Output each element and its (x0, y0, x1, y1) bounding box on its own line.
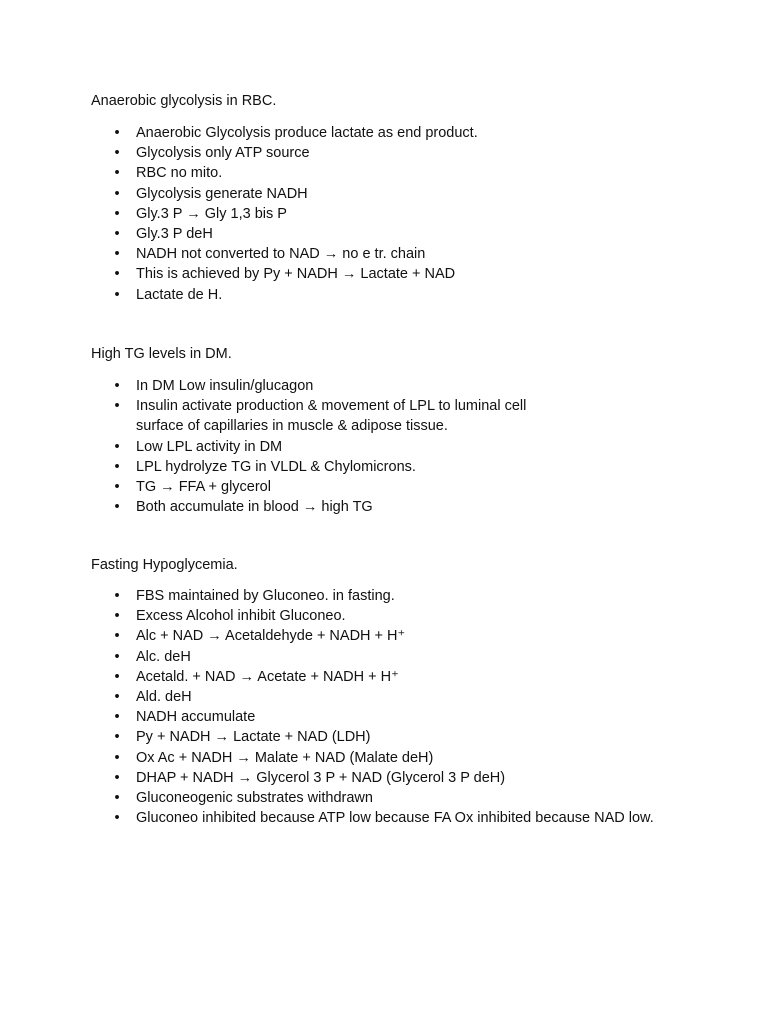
section-heading: High TG levels in DM. (91, 346, 232, 362)
bullet-icon: • (114, 145, 120, 162)
list-item: • NADH not converted to NAD → no e tr. chain (91, 244, 711, 264)
bullet-icon: • (114, 125, 120, 141)
bullet-icon: • (114, 769, 120, 786)
list-item: • Glycolysis generate NADH (91, 184, 711, 204)
bullet-icon: • (114, 689, 120, 706)
bullet-icon: • (114, 709, 120, 726)
bullet-icon: • (114, 226, 120, 243)
bullet-icon: • (114, 499, 120, 516)
list-item: • Alc. deH (91, 647, 711, 667)
list-item: • Gluconeogenic substrates withdrawn (91, 788, 711, 808)
list-item: • Gly.3 P → Gly 1,3 bis P (91, 204, 711, 224)
bullet-icon: • (114, 668, 120, 685)
list-item: • Py + NADH → Lactate + NAD (LDH) (91, 727, 711, 747)
section-anaerobic-glycolysis (91, 92, 711, 305)
bullet-icon: • (114, 648, 120, 665)
list-item: • NADH accumulate (91, 707, 711, 727)
section-heading: Fasting Hypoglycemia. (91, 557, 238, 573)
bullet-icon: • (114, 729, 120, 746)
bullet-icon: • (114, 458, 120, 475)
list-item: • Anaerobic Glycolysis produce lactate as end product. (91, 123, 711, 143)
list-item: • RBC no mito. (91, 163, 711, 183)
list-item: • Gluconeo inhibited because ATP low because FA Ox inhibited because NAD low. (91, 808, 711, 828)
bullet-icon: • (114, 286, 120, 303)
bullet-icon: • (114, 790, 120, 807)
list-item: • Acetald. + NAD → Acetate + NADH + H⁺ (91, 667, 711, 687)
list-item: • Ox Ac + NADH → Malate + NAD (Malate deH) (91, 748, 711, 768)
bullet-list (91, 586, 711, 828)
list-item: • LPL hydrolyze TG in VLDL & Chylomicrons. (91, 457, 711, 477)
list-item: • TG → FFA + glycerol (91, 477, 711, 497)
bullet-icon: • (114, 165, 120, 182)
section-heading: Anaerobic glycolysis in RBC. (91, 93, 277, 109)
list-item: • DHAP + NADH → Glycerol 3 P + NAD (Glycerol 3 P deH) (91, 768, 711, 788)
section-high-tg-dm (91, 345, 711, 517)
section-fasting-hypoglycemia (91, 556, 711, 828)
bullet-icon: • (114, 266, 120, 283)
bullet-icon: • (114, 246, 120, 263)
list-item: • Lactate de H. (91, 285, 711, 305)
list-item: • FBS maintained by Gluconeo. in fasting. (91, 586, 711, 606)
list-item: • Excess Alcohol inhibit Gluconeo. (91, 606, 711, 626)
bullet-list (91, 123, 711, 305)
bullet-icon: • (114, 479, 120, 496)
list-item: • Ald. deH (91, 687, 711, 707)
bullet-icon: • (114, 205, 120, 222)
list-item: • This is achieved by Py + NADH → Lactate + NAD (91, 264, 711, 284)
list-item: • Low LPL activity in DM (91, 437, 711, 457)
list-item: • Gly.3 P deH (91, 224, 711, 244)
bullet-icon: • (114, 588, 120, 604)
list-item: • In DM Low insulin/glucagon (91, 376, 711, 396)
bullet-icon: • (114, 810, 120, 827)
bullet-icon: • (114, 438, 120, 455)
bullet-list (91, 376, 711, 517)
bullet-icon: • (114, 749, 120, 766)
bullet-icon: • (114, 628, 120, 645)
list-item: • Alc + NAD → Acetaldehyde + NADH + H⁺ (91, 626, 711, 646)
bullet-icon: • (114, 185, 120, 202)
bullet-icon: • (114, 378, 120, 394)
bullet-icon: • (114, 608, 120, 625)
list-item: • Glycolysis only ATP source (91, 143, 711, 163)
list-item: • Insulin activate production & movement of LPL to luminal cell surface of capillaries in muscle & adipose tissue. (91, 396, 711, 436)
bullet-icon: • (114, 398, 120, 415)
list-item: • Both accumulate in blood → high TG (91, 497, 711, 517)
